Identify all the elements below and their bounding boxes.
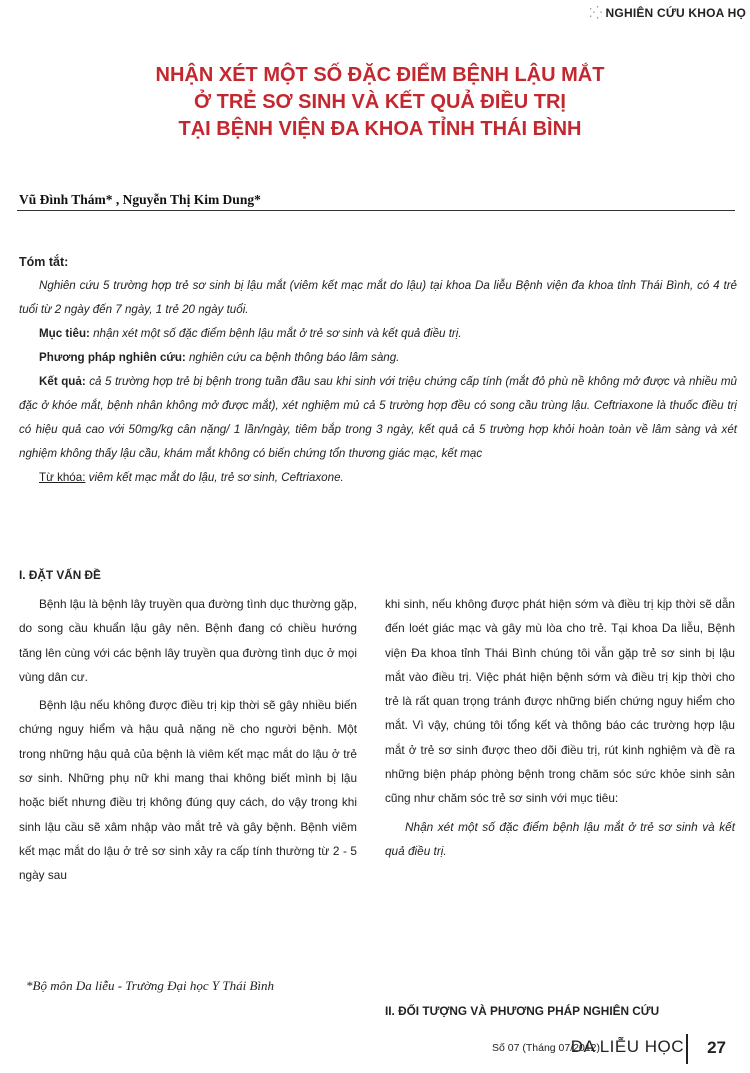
footnote: *Bộ môn Da liễu - Trường Đại học Y Thái Bình [26,978,275,993]
right-column [385,592,735,863]
abstract-method: Phương pháp nghiên cứu: nghiên cứu ca bệnh thông báo lâm sàng. [39,351,400,364]
issue-number: Số 07 (Tháng 07/2012) [492,1042,600,1054]
section-tag [589,6,746,20]
section-2-heading: II. ĐỐI TƯỢNG VÀ PHƯƠNG PHÁP NGHIÊN CỨU [385,1004,660,1018]
page-footer [0,1034,740,1064]
title-line-2: Ở TRẺ SƠ SINH VÀ KẾT QUẢ ĐIỀU TRỊ [194,91,566,113]
abstract-intro: Nghiên cứu 5 trường hợp trẻ sơ sinh bị lậu mắt (viêm kết mạc mắt do lậu) tại khoa Da liễu Bệnh viện đa khoa tỉnh Thái Bình, có 4 trẻ tuổi từ 2 ngày đến 7 ngày, 1 trẻ 20 ngày tuổi. [19,279,737,316]
article-title [60,62,700,143]
author-divider [17,210,735,211]
authors: Vũ Đình Thám* , Nguyễn Thị Kim Dung* [19,192,261,207]
paragraph: khi sinh, nếu không được phát hiện sớm và điều trị kịp thời sẽ dẫn đến loét giác mạc và gây mù lòa cho trẻ. Tại khoa Da liễu, Bệnh viện Đa khoa tỉnh Thái Bình chúng tôi vẫn gặp trẻ sơ sinh bị lậu mắt vào điều trị. Việc phát hiện bệnh sớm và điều trị kịp thời cho trẻ là rất quan trọng tránh được những biến chứng nguy hiểm cho mắt. Vì vậy, chúng tôi tổng kết và thông báo các trường hợp lậu mắt ở trẻ sơ sinh được theo dõi điều trị, rút kinh nghiệm và đề ra những biện pháp phòng bệnh trong chăm sóc sức khỏe sinh sản cũng như chăm sóc trẻ sơ sinh với mục tiêu: [385,597,735,806]
abstract-heading: Tóm tắt: [19,255,69,269]
title-line-3: TẠI BỆNH VIỆN ĐA KHOA TỈNH THÁI BÌNH [178,118,582,140]
paragraph: Bệnh lậu nếu không được điều trị kịp thời sẽ gây nhiều biến chứng nguy hiểm và hậu quả nặng nề cho người bệnh. Một trong những hậu quả của bệnh là viêm kết mạc mắt do lậu ở trẻ sơ sinh. Những phụ nữ khi mang thai không biết mình bị lậu hoặc biết nhưng điều trị không đúng quy cách, do vậy trong khi sinh lậu cầu sẽ xâm nhập vào mắt trẻ và gây bệnh. Bệnh viêm kết mạc mắt do lậu ở trẻ sơ sinh xảy ra cấp tính thường từ 2 - 5 ngày sau [19,698,357,883]
paragraph: Bệnh lậu là bệnh lây truyền qua đường tình dục thường gặp, do song cầu khuẩn lậu gây nên. Bệnh đang có chiều hướng tăng lên cùng với các bệnh lây truyền qua đường tình dục ở mọi vùng dân cư. [19,597,357,684]
abstract [19,250,737,490]
dots-icon: ⁚⁛ [588,6,603,20]
left-column [19,592,357,888]
section-1-heading: I. ĐẶT VẤN ĐỀ [19,568,101,582]
section-tag-text: NGHIÊN CỨU KHOA HỌ [605,6,746,20]
page-number: 27 [707,1038,726,1057]
journal-name: DA LIỄU HỌC [570,1037,684,1056]
footer-divider [686,1034,688,1064]
abstract-keywords: Từ khóa: viêm kết mạc mắt do lậu, trẻ sơ sinh, Ceftriaxone. [39,471,344,484]
objective-statement: Nhận xét một số đặc điểm bệnh lậu mắt ở trẻ sơ sinh và kết quả điều trị. [385,819,735,858]
title-line-1: NHẬN XÉT MỘT SỐ ĐẶC ĐIỂM BỆNH LẬU MẮT [155,64,605,86]
abstract-results: Kết quả: cả 5 trường hợp trẻ bị bệnh trong tuần đầu sau khi sinh với triệu chứng cấp tính (mắt đỏ phù nề không mở được và nhiều mủ đặc ở khóe mắt, bệnh nhân không mở được mắt), xét nghiệm mủ cả 5 trường hợp đều có song cầu trùng lậu. Ceftriaxone là thuốc điều trị có hiệu quả cao với 50mg/kg cân nặng/ 1 lần/ngày, tiêm bắp trong 3 ngày, kết quả cả 5 trường hợp khỏi hoàn toàn về lâm sàng và xét nghiệm không thấy lậu cầu, khám mắt không có biến chứng tổn thương giác mạc, kết mạc [19,375,738,460]
abstract-objective: Mục tiêu: nhận xét một số đặc điểm bệnh lậu mắt ở trẻ sơ sinh và kết quả điều trị. [39,327,462,340]
